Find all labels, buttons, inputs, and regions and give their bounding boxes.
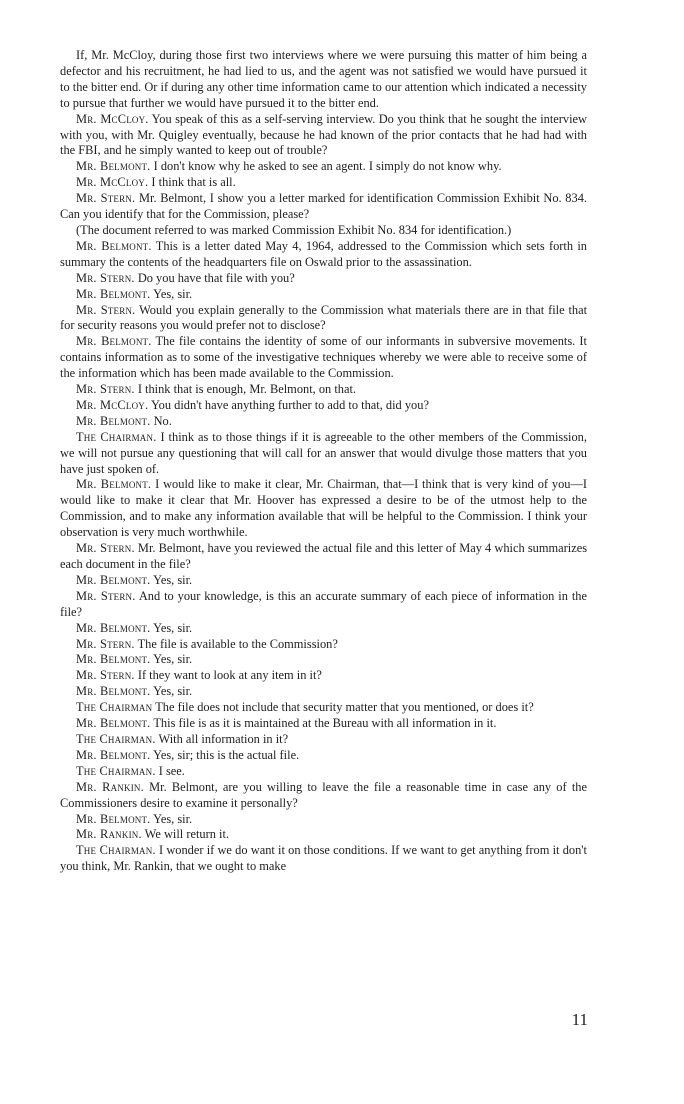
transcript-page bbox=[60, 48, 587, 875]
speech-text: Yes, sir. bbox=[153, 811, 193, 826]
transcript-paragraph bbox=[60, 748, 587, 764]
speaker-name: Mr. Rankin. bbox=[76, 779, 144, 794]
transcript-paragraph bbox=[60, 843, 587, 875]
speech-text: I would like to make it clear, Mr. Chairman, that—I think that is very kind of you—I would like to make it clear that Mr. Hoover has expressed a desire to be of the utmost help to the Commission, and to make any information available that will be helpful to the Commission. I think your observation is very much worthwhile. bbox=[60, 477, 587, 540]
speech-text: Yes, sir. bbox=[153, 286, 193, 301]
transcript-paragraph bbox=[60, 700, 587, 716]
speaker-name: The Chairman. bbox=[76, 763, 156, 778]
transcript-paragraph bbox=[60, 716, 587, 732]
transcript-paragraph bbox=[60, 223, 587, 239]
speaker-name: Mr. McCloy. bbox=[76, 111, 149, 126]
speech-text: I don't know why he asked to see an agent. I simply do not know why. bbox=[153, 159, 502, 174]
speaker-name: Mr. Stern. bbox=[76, 302, 136, 317]
speaker-name: Mr. Rankin. bbox=[76, 827, 142, 842]
speech-text: Yes, sir. bbox=[153, 684, 193, 699]
speech-text: The file is available to the Commission? bbox=[137, 636, 338, 651]
transcript-paragraph bbox=[60, 812, 587, 828]
speaker-name: Mr. Belmont. bbox=[76, 684, 151, 699]
transcript-paragraph bbox=[60, 684, 587, 700]
speech-text: The file does not include that security matter that you mentioned, or does it? bbox=[155, 700, 534, 715]
transcript-paragraph bbox=[60, 541, 587, 573]
speech-text: (The document referred to was marked Commission Exhibit No. 834 for identification.) bbox=[76, 222, 512, 237]
transcript-paragraph bbox=[60, 637, 587, 653]
transcript-paragraph bbox=[60, 414, 587, 430]
transcript-paragraph bbox=[60, 668, 587, 684]
speaker-name: Mr. Stern. bbox=[76, 270, 135, 285]
speech-text: And to your knowledge, is this an accurate summary of each piece of information in the file? bbox=[60, 588, 588, 619]
speech-text: I think that is enough, Mr. Belmont, on that. bbox=[137, 382, 357, 397]
transcript-paragraph bbox=[60, 287, 587, 303]
transcript-paragraph bbox=[60, 732, 587, 748]
speaker-name: Mr. Belmont. bbox=[76, 620, 151, 635]
speaker-name: Mr. Belmont. bbox=[76, 334, 152, 349]
speech-text: I wonder if we do want it on those conditions. If we want to get anything from it don't you think, Mr. Rankin, that we ought to make bbox=[60, 843, 587, 874]
transcript-paragraph bbox=[60, 271, 587, 287]
speaker-name: The Chairman. bbox=[76, 429, 157, 444]
speech-text: Yes, sir. bbox=[153, 652, 193, 667]
speech-text: I see. bbox=[158, 763, 185, 778]
speech-text: Mr. Belmont, I show you a letter marked for identification Commission Exhibit No. 834. Can you identify that for the Commission, please? bbox=[60, 191, 587, 222]
speech-text: Do you have that file with you? bbox=[137, 270, 295, 285]
speaker-name: Mr. McCloy. bbox=[76, 175, 149, 190]
transcript-paragraph bbox=[60, 159, 587, 175]
speech-text: Yes, sir; this is the actual file. bbox=[153, 747, 300, 762]
speech-text: Mr. Belmont, have you reviewed the actual file and this letter of May 4 which summarizes each document in the file? bbox=[60, 541, 588, 571]
speech-text: Yes, sir. bbox=[153, 572, 193, 587]
speaker-name: Mr. Belmont. bbox=[76, 716, 151, 731]
speaker-name: Mr. McCloy. bbox=[76, 397, 149, 412]
speech-text: If, Mr. McCloy, during those first two interviews where we were pursuing this matter of him being a defector and his recruitment, he had lied to us, and the agent was not satisfied we would have pursued it to the bitter end. Or if during any other time information came to our attention which indicated a necessity to pursue that further we would have pursued it to the bitter end. bbox=[60, 48, 587, 110]
transcript-paragraph bbox=[60, 191, 587, 223]
transcript-paragraph bbox=[60, 827, 587, 843]
speaker-name: Mr. Stern. bbox=[76, 636, 135, 651]
speaker-name: Mr. Stern. bbox=[76, 191, 136, 206]
transcript-paragraph bbox=[60, 764, 587, 780]
transcript-paragraph bbox=[60, 573, 587, 589]
speech-text: Mr. Belmont, are you willing to leave the file a reasonable time in case any of the Commissioners desire to examine it personally? bbox=[60, 779, 587, 810]
speech-text: We will return it. bbox=[144, 827, 229, 842]
speech-text: Would you explain generally to the Commission what materials there are in that file that for security reasons you would prefer not to disclose? bbox=[60, 302, 588, 333]
speech-text: No. bbox=[153, 413, 172, 428]
speaker-name: Mr. Belmont. bbox=[76, 811, 151, 826]
speaker-name: Mr. Belmont. bbox=[76, 413, 151, 428]
page-number: 11 bbox=[571, 1010, 588, 1029]
transcript-paragraph bbox=[60, 334, 587, 382]
speech-text: If they want to look at any item in it? bbox=[137, 668, 322, 683]
speaker-name: Mr. Stern. bbox=[76, 588, 136, 603]
speaker-name: Mr. Belmont. bbox=[76, 747, 151, 762]
transcript-paragraph bbox=[60, 382, 587, 398]
speech-text: Yes, sir. bbox=[153, 620, 193, 635]
speaker-name: The Chairman. bbox=[76, 843, 156, 858]
speaker-name: Mr. Belmont. bbox=[76, 477, 152, 492]
transcript-paragraph bbox=[60, 430, 587, 478]
speech-text: You speak of this as a self-serving interview. Do you think that he sought the interview with you, with Mr. Quigley eventually, because he had known of the prior contacts that he had had with the FBI, and he simply wanted to keep out of trouble? bbox=[60, 111, 587, 158]
speech-text: The file contains the identity of some of our informants in subversive movements. It contains information as to some of the investigative techniques whereby we were able to receive some of the information which has been made available to the Commission. bbox=[60, 334, 587, 381]
transcript-paragraph bbox=[60, 303, 587, 335]
speech-text: This file is as it is maintained at the Bureau with all information in it. bbox=[153, 716, 497, 731]
speech-text: I think as to those things if it is agreeable to the other members of the Commission, we will not pursue any questioning that will call for an answer that would divulge those matters that you have just spoken of. bbox=[60, 429, 587, 476]
transcript-paragraph bbox=[60, 621, 587, 637]
transcript-paragraph bbox=[60, 239, 587, 271]
speaker-name: Mr. Belmont. bbox=[76, 572, 151, 587]
speech-text: With all information in it? bbox=[158, 731, 289, 746]
speaker-name: Mr. Belmont. bbox=[76, 159, 151, 174]
transcript-paragraph bbox=[60, 112, 587, 160]
transcript-paragraph bbox=[60, 175, 587, 191]
transcript-paragraph bbox=[60, 652, 587, 668]
speech-text: This is a letter dated May 4, 1964, addressed to the Commission which sets forth in summary the contents of the headquarters file on Oswald prior to the assassination. bbox=[60, 238, 587, 269]
transcript-paragraph bbox=[60, 780, 587, 812]
speaker-name: The Chairman. bbox=[76, 731, 156, 746]
transcript-paragraph bbox=[60, 477, 587, 541]
speech-text: You didn't have anything further to add to that, did you? bbox=[150, 397, 429, 412]
speaker-name: Mr. Belmont. bbox=[76, 652, 151, 667]
transcript-paragraph bbox=[60, 398, 587, 414]
speaker-name: Mr. Stern. bbox=[76, 382, 135, 397]
speaker-name: Mr. Stern. bbox=[76, 541, 135, 556]
transcript-paragraph bbox=[60, 589, 587, 621]
speech-text: I think that is all. bbox=[151, 175, 236, 190]
transcript-paragraph bbox=[60, 48, 587, 112]
speaker-name: Mr. Stern. bbox=[76, 668, 135, 683]
speaker-name: The Chairman bbox=[76, 700, 153, 715]
speaker-name: Mr. Belmont. bbox=[76, 286, 151, 301]
speaker-name: Mr. Belmont. bbox=[76, 238, 152, 253]
